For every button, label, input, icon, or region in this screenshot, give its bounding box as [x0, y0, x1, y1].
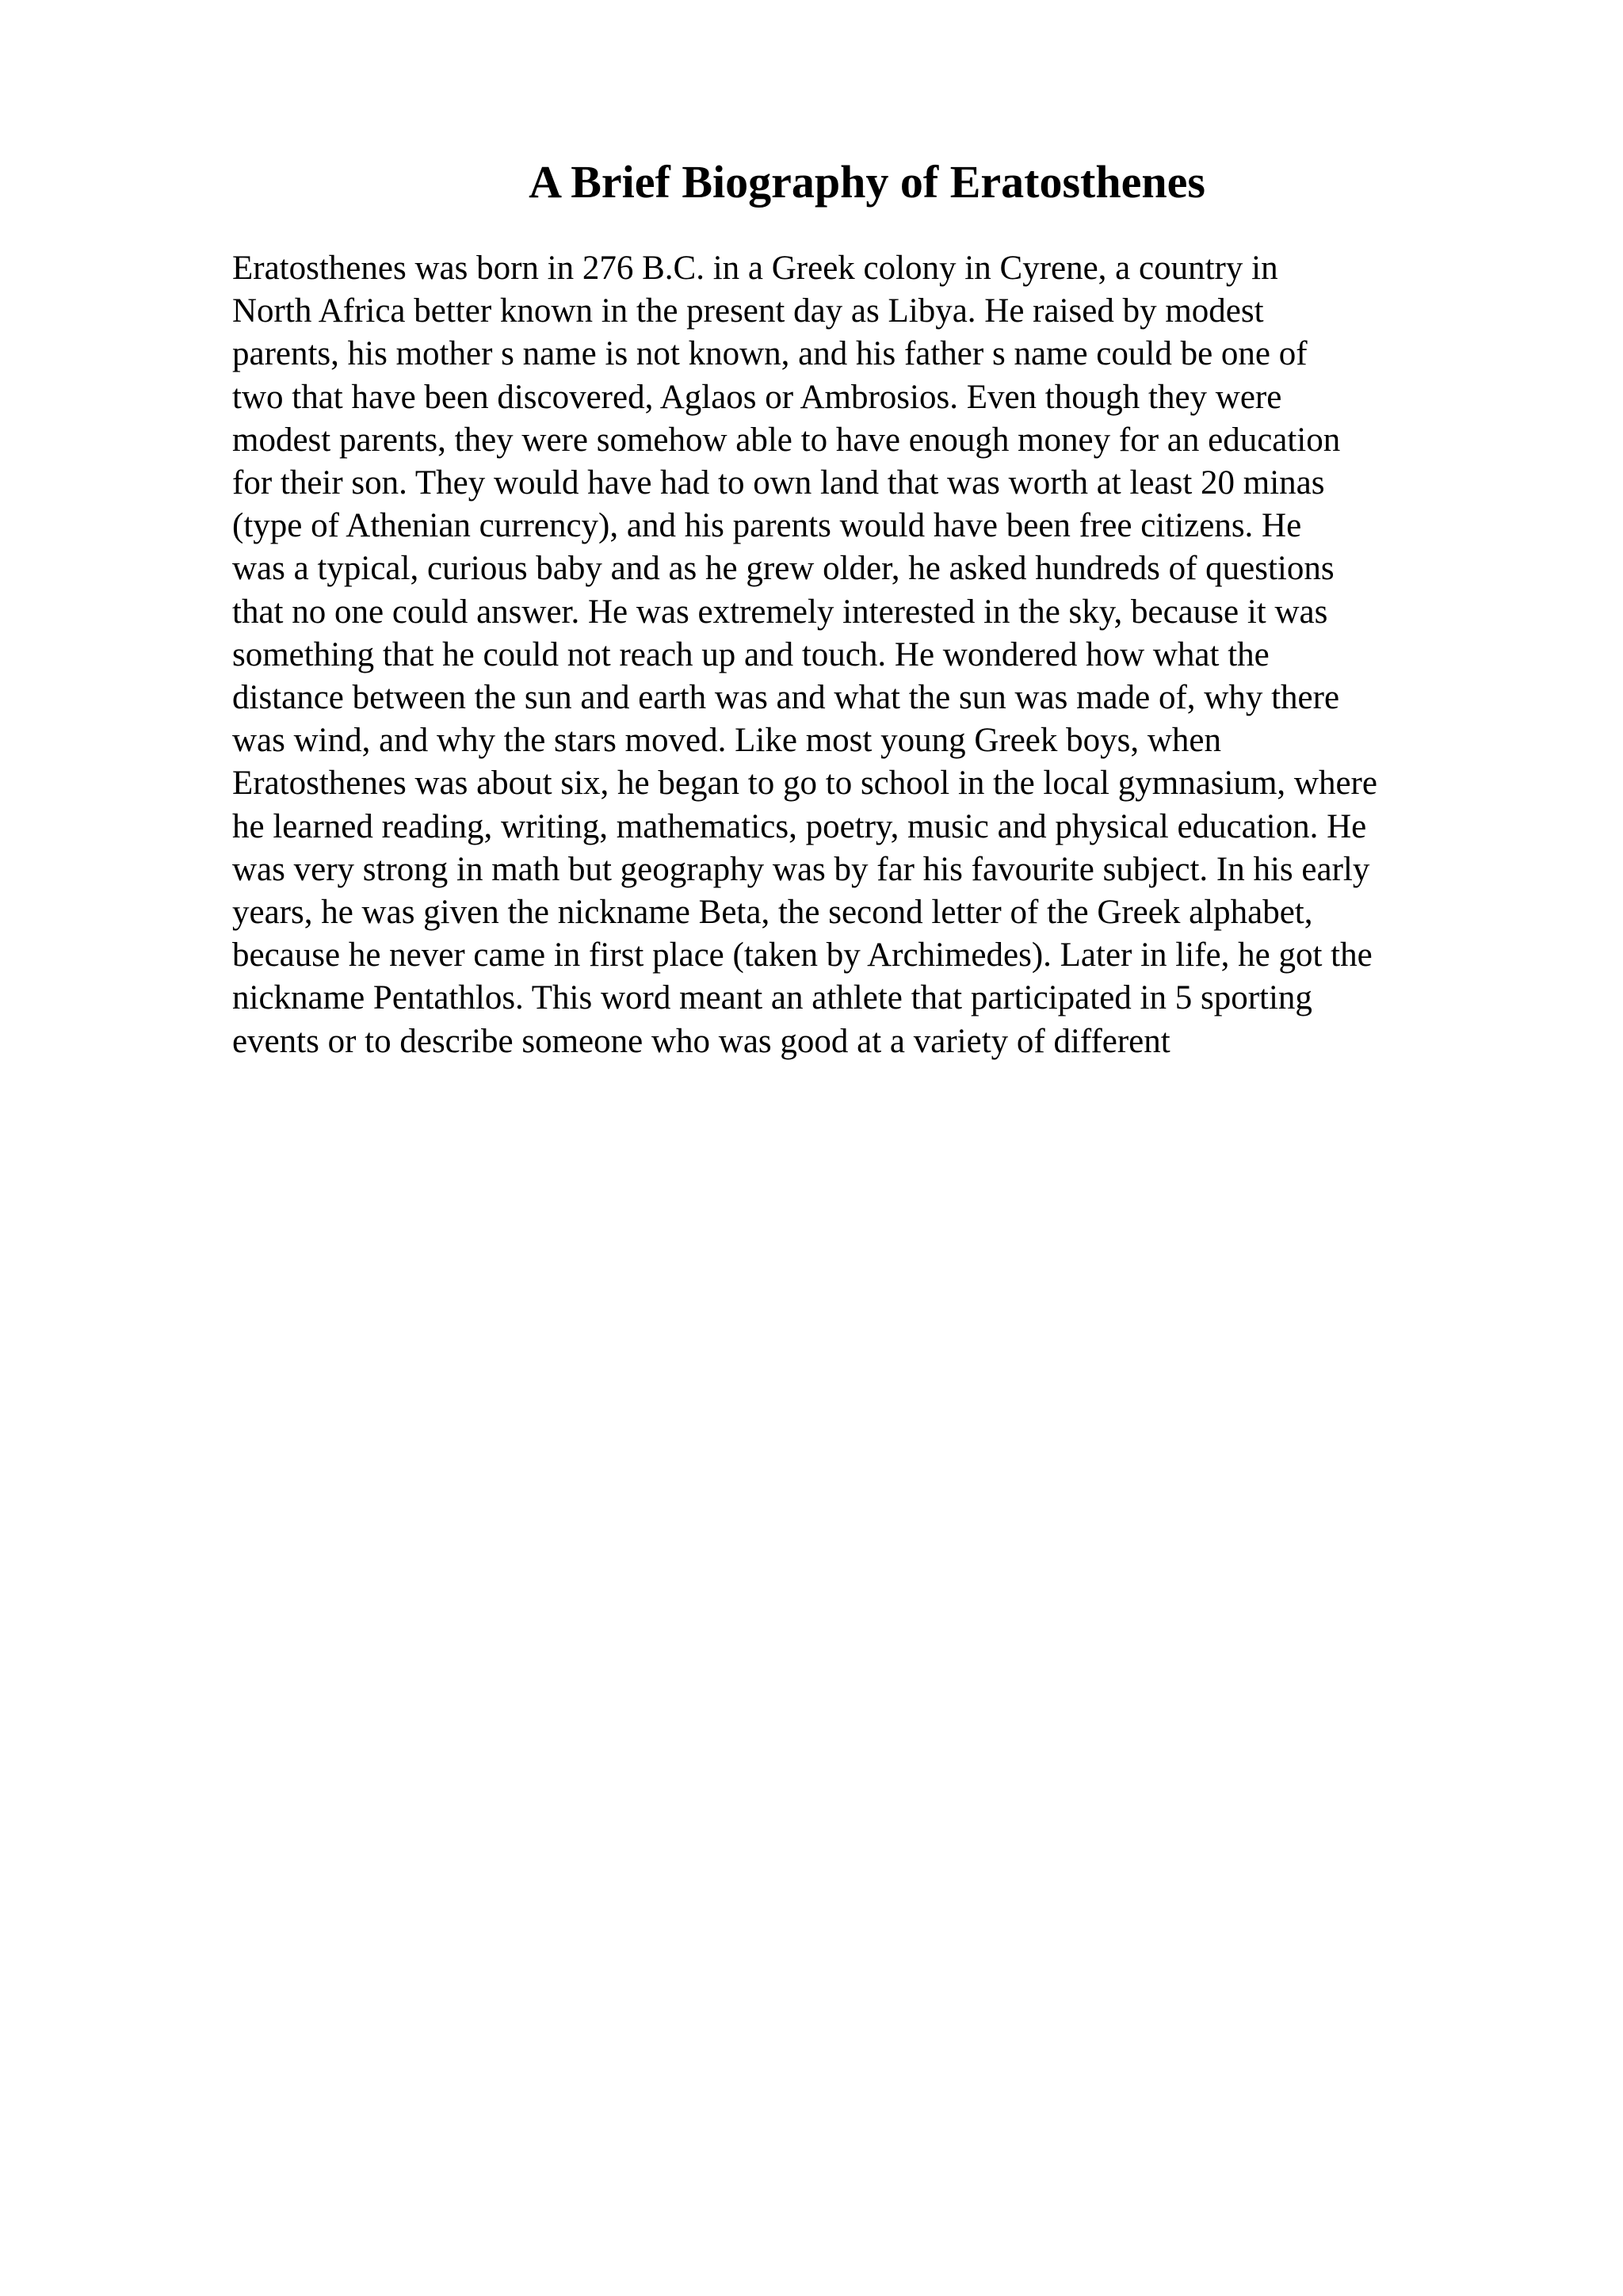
paragraph-line: distance between the sun and earth was and what the sun was made of, why there: [232, 679, 1340, 717]
paragraph-line: because he never came in first place (taken by Archimedes). Later in life, he got the: [232, 936, 1373, 974]
paragraph-line: years, he was given the nickname Beta, the second letter of the Greek alphabet,: [232, 894, 1313, 932]
paragraph-line: Eratosthenes was about six, he began to go to school in the local gymnasium, where: [232, 765, 1377, 803]
paragraph-line: was wind, and why the stars moved. Like most young Greek boys, when: [232, 722, 1221, 760]
paragraph-line: for their son. They would have had to own land that was worth at least 20 minas: [232, 464, 1325, 502]
paragraph-line: modest parents, they were somehow able to have enough money for an education: [232, 421, 1341, 459]
paragraph-line: that no one could answer. He was extremely interested in the sky, because it was: [232, 593, 1328, 631]
paragraph-line: something that he could not reach up and touch. He wondered how what the: [232, 635, 1270, 673]
paragraph-line: nickname Pentathlos. This word meant an athlete that participated in 5 sporting: [232, 979, 1312, 1017]
paragraph-line: parents, his mother s name is not known, and his father s name could be one of: [232, 335, 1308, 373]
paragraph-line: was a typical, curious baby and as he grew older, he asked hundreds of questions: [232, 550, 1335, 588]
paragraph-line: two that have been discovered, Aglaos or Ambrosios. Even though they were: [232, 378, 1282, 416]
paragraph-line: Eratosthenes was born in 276 B.C. in a Greek colony in Cyrene, a country in: [232, 250, 1278, 287]
paragraph-line: (type of Athenian currency), and his parents would have been free citizens. He: [232, 507, 1302, 545]
paragraph-line: was very strong in math but geography was by far his favourite subject. In his early: [232, 850, 1370, 888]
paragraph-line: he learned reading, writing, mathematics, poetry, music and physical education. He: [232, 807, 1367, 845]
body-paragraph: [232, 247, 1516, 1063]
document-title: A Brief Biography of Eratosthenes: [529, 156, 1205, 208]
paragraph-line: events or to describe someone who was good at a variety of different: [232, 1022, 1170, 1060]
paragraph-line: North Africa better known in the present day as Libya. He raised by modest: [232, 292, 1264, 330]
